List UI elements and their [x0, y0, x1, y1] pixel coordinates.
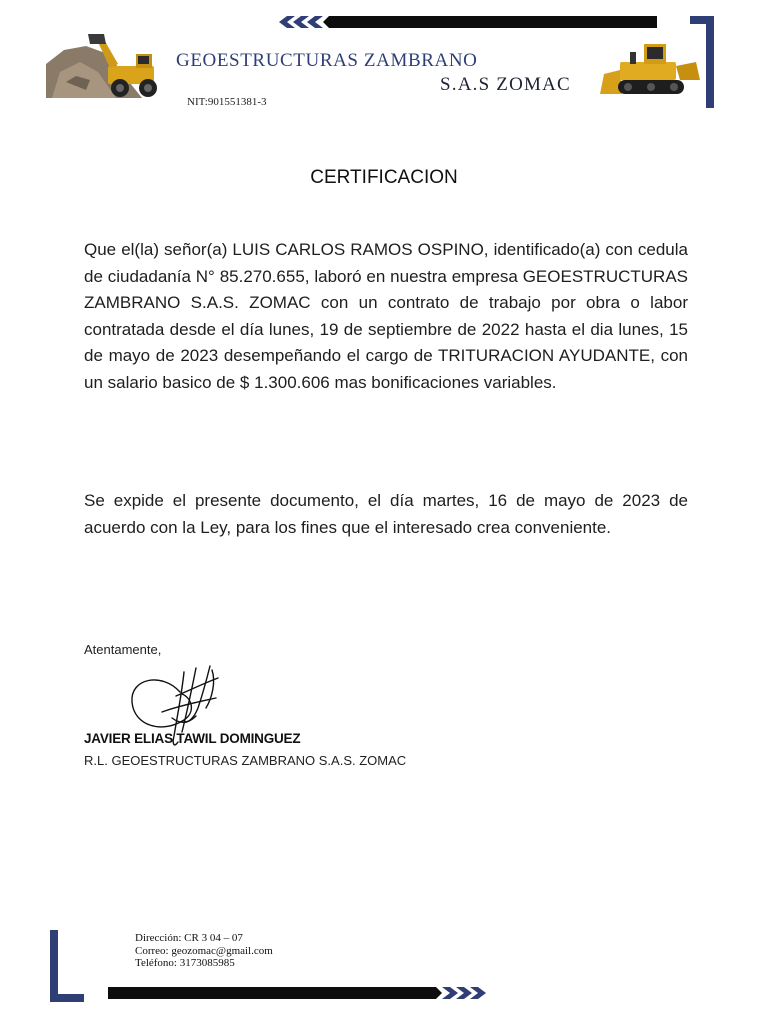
contact-info: [135, 932, 273, 970]
footer-chevron-bar: [108, 987, 500, 999]
certification-paragraph: Que el(la) señor(a) LUIS CARLOS RAMOS OSPINO, identificado(a) con cedula de ciudadanía N° 85.270.655, laboró en nuestra empresa GEOESTRUCTURAS ZAMBRANO S.A.S. ZOMAC con un contrato de trabajo por obra o labor contratada desde el día lunes, 19 de septiembre de 2022 hasta el dia lunes, 15 de mayo de 2023 desempeñando el cargo de TRITURACION AYUDANTE, con un salario basico de $ 1.300.606 mas bonificaciones variables.: [84, 240, 688, 392]
footer-address: Dirección: CR 3 04 – 07: [135, 932, 243, 944]
signer-role: R.L. GEOESTRUCTURAS ZAMBRANO S.A.S. ZOMAC: [84, 753, 407, 768]
footer-corner-bracket: [50, 930, 84, 1002]
signer-name: JAVIER ELIAS TAWIL DOMINGUEZ: [84, 731, 301, 746]
document-title: CERTIFICACION: [310, 167, 458, 188]
excavator-logo-image: [46, 32, 176, 98]
bulldozer-logo-image: [600, 36, 704, 96]
company-nit: NIT:901551381-3: [187, 96, 267, 108]
header-chevron-bar: [265, 16, 657, 28]
company-name: GEOESTRUCTURAS ZAMBRANO: [176, 50, 478, 71]
footer-email: Correo: geozomac@gmail.com: [135, 944, 273, 957]
footer-phone: Teléfono: 3173085985: [135, 957, 235, 969]
issuance-paragraph: Se expide el presente documento, el día martes, 16 de mayo de 2023 de acuerdo con la Ley, para los fines que el interesado crea conveniente.: [84, 491, 688, 537]
closing-salutation: Atentamente,: [84, 642, 162, 657]
company-suffix: S.A.S ZOMAC: [440, 74, 571, 95]
